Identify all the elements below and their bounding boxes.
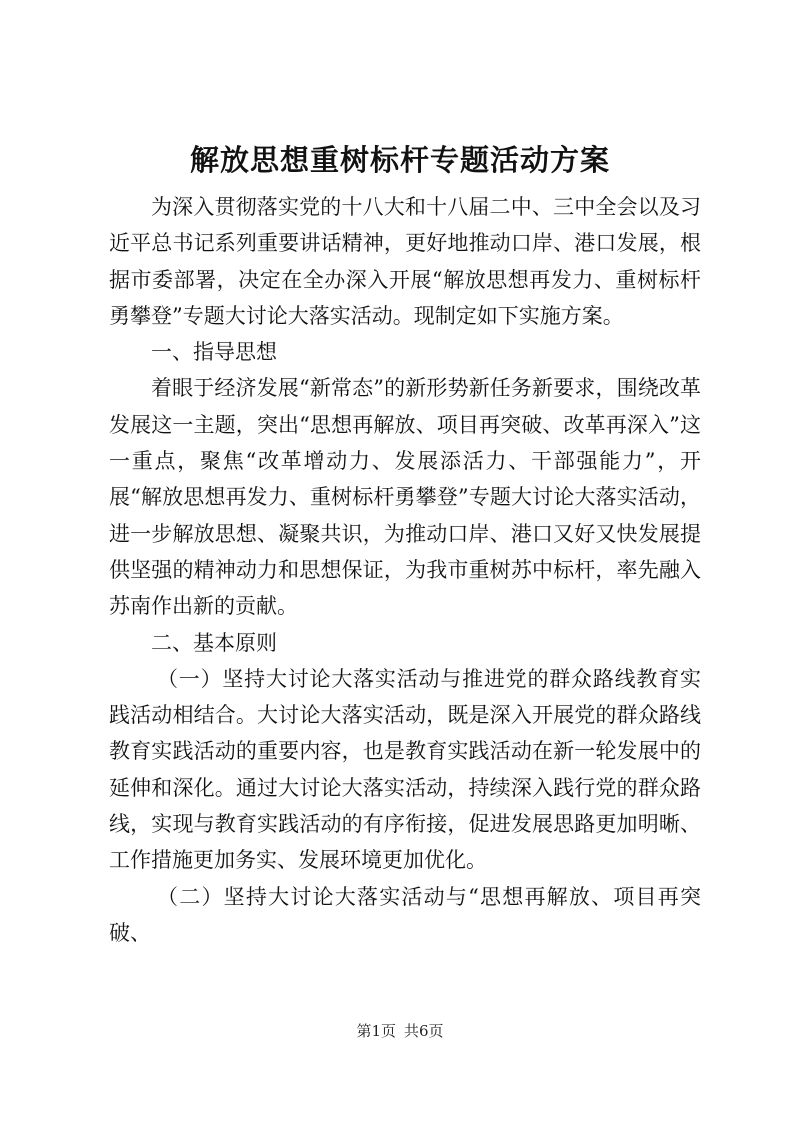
paragraph-guiding-thought: 着眼于经济发展“新常态”的新形势新任务新要求，围绕改革发展这一主题，突出“思想再解放、项目再突破、改革再深入”这一重点，聚焦“改革增动力、发展添活力、干部强能力”，开展“解放思想再发力、重树标杆勇攀登”专题大讨论大落实活动，进一步解放思想、凝聚共识，为推动口岸、港口又好又快发展提供坚强的精神动力和思想保证，为我市重树苏中标杆，率先融入苏南作出新的贡献。 bbox=[109, 376, 701, 619]
section-heading-basic-principles: 二、基本原则 bbox=[151, 630, 277, 655]
section-heading-guiding-thought: 一、指导思想 bbox=[151, 340, 277, 365]
document-body bbox=[109, 189, 701, 951]
paragraph-intro: 为深入贯彻落实党的十八大和十八届二中、三中全会以及习近平总书记系列重要讲话精神，更好地推动口岸、港口发展，根据市委部署，决定在全办深入开展“解放思想再发力、重树标杆勇攀登”专题大讨论大落实活动。现制定如下实施方案。 bbox=[109, 195, 701, 328]
paragraph-principle-1: （一）坚持大讨论大落实活动与推进党的群众路线教育实践活动相结合。大讨论大落实活动，既是深入开展党的群众路线教育实践活动的重要内容，也是教育实践活动在新一轮发展中的延伸和深化。通过大讨论大落实活动，持续深入践行党的群众路线，实现与教育实践活动的有序衔接，促进发展思路更加明晰、工作措施更加务实、发展环境更加优化。 bbox=[109, 666, 701, 873]
page-footer bbox=[0, 1021, 800, 1041]
document-title: 解放思想重树标杆专题活动方案 bbox=[189, 143, 610, 177]
page-number: 第1页 bbox=[356, 1022, 396, 1040]
paragraph-principle-2: （二）坚持大讨论大落实活动与“思想再解放、项目再突破、 bbox=[109, 884, 701, 945]
page-total: 共6页 bbox=[404, 1022, 444, 1040]
